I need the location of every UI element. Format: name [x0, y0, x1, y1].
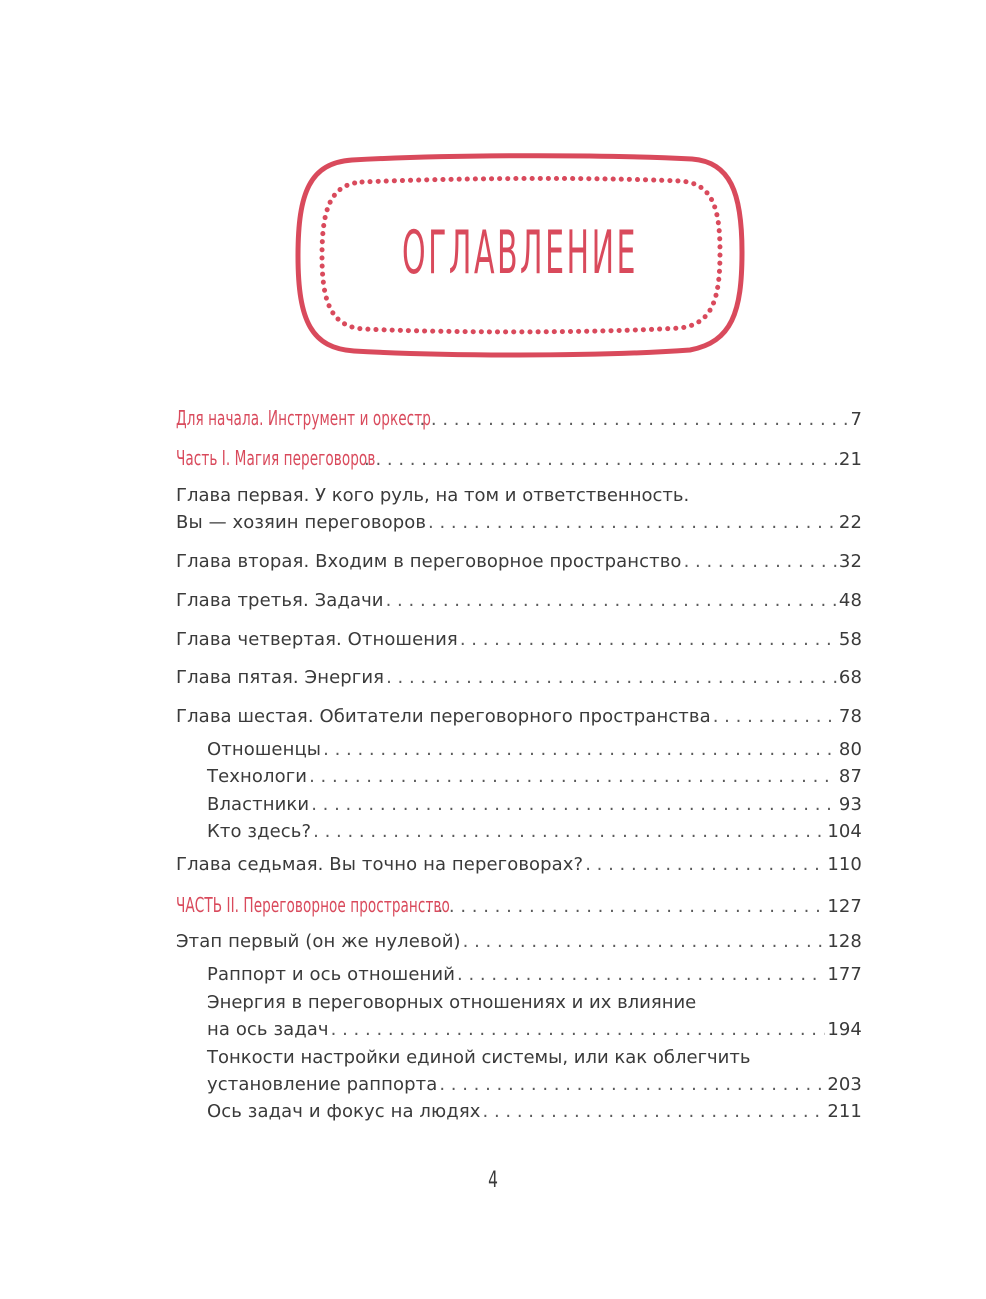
toc-entry-title: Кто здесь?	[207, 821, 312, 842]
toc-entry-stage-1[interactable]	[176, 931, 862, 961]
toc-entry-title: Технологи	[207, 766, 308, 787]
dot-leader	[439, 1074, 825, 1095]
toc-entry-page: 22	[838, 512, 862, 533]
toc-entry-page: 78	[838, 706, 862, 727]
toc-entry-section[interactable]	[207, 739, 862, 769]
toc-entry-part-1[interactable]	[176, 446, 862, 476]
toc-entry-title-line1: Энергия в переговорных отношениях и их влияние	[207, 992, 697, 1013]
dot-leader	[428, 512, 837, 533]
dot-leader	[457, 964, 825, 985]
dot-leader	[426, 896, 825, 917]
dot-leader	[331, 1019, 826, 1040]
toc-entry-title-line2: Вы — хозяин переговоров	[176, 512, 427, 533]
toc-entry-title: Этап первый (он же нулевой)	[176, 931, 461, 952]
toc-entry-page: 87	[838, 766, 862, 787]
toc-entry-page: 128	[827, 931, 862, 952]
toc-entry-page: 110	[827, 854, 862, 875]
toc-entry-page: 7	[850, 409, 862, 430]
dot-leader	[311, 794, 837, 815]
dot-leader	[364, 449, 837, 470]
toc-entry-title: Глава шестая. Обитатели переговорного пространства	[176, 706, 711, 727]
dot-leader	[713, 706, 837, 727]
toc-entry-title: ЧАСТЬ II. Переговорное пространство	[176, 893, 450, 917]
toc-entry-page: 48	[838, 590, 862, 611]
toc-entry-title: Глава четвертая. Отношения	[176, 629, 458, 650]
toc-entry-page: 127	[827, 896, 862, 917]
page-number: 4	[488, 1168, 498, 1193]
toc-entry-chapter-1[interactable]	[176, 485, 862, 545]
toc-entry-section[interactable]	[207, 821, 862, 851]
heading-badge	[292, 152, 748, 358]
toc-entry-page: 80	[838, 739, 862, 760]
toc-entry-title: Глава седьмая. Вы точно на переговорах?	[176, 854, 584, 875]
toc-entry-section[interactable]	[207, 964, 862, 994]
toc-entry-section[interactable]	[207, 992, 862, 1048]
toc-entry-title: Часть I. Магия переговоров	[176, 446, 376, 470]
toc-entry-title: Властники	[207, 794, 310, 815]
dot-leader	[684, 551, 837, 572]
toc-entry-chapter-6[interactable]	[176, 706, 862, 736]
dot-leader	[483, 1101, 826, 1122]
toc-entry-title-line1: Тонкости настройки единой системы, или как облегчить	[207, 1047, 751, 1068]
dot-leader	[309, 766, 837, 787]
toc-entry-page: 58	[838, 629, 862, 650]
page-title: ОГЛАВЛЕНИЕ	[401, 218, 639, 288]
dot-leader	[463, 931, 826, 952]
dot-leader	[460, 629, 837, 650]
toc-entry-section[interactable]	[207, 794, 862, 824]
toc-entry-page: 21	[838, 449, 862, 470]
toc-entry-title: Для начала. Инструмент и оркестр	[176, 406, 431, 430]
toc-entry-chapter-4[interactable]	[176, 629, 862, 659]
toc-entry-chapter-7[interactable]	[176, 854, 862, 884]
toc-entry-chapter-3[interactable]	[176, 590, 862, 620]
toc-entry-title-line2: установление раппорта	[207, 1074, 438, 1095]
toc-entry-section[interactable]	[207, 766, 862, 796]
toc-entry-title: Глава вторая. Входим в переговорное пространство	[176, 551, 682, 572]
toc-entry-title: Ось задач и фокус на людях	[207, 1101, 481, 1122]
toc-entry-title: Глава третья. Задачи	[176, 590, 384, 611]
dot-leader	[323, 739, 837, 760]
toc-entry-page: 104	[827, 821, 862, 842]
dot-leader	[386, 590, 837, 611]
dot-leader	[386, 667, 837, 688]
toc-entry-section[interactable]	[207, 1047, 862, 1103]
toc-entry-title-line2: на ось задач	[207, 1019, 329, 1040]
toc-entry-chapter-5[interactable]	[176, 667, 862, 697]
toc-entry-page: 32	[838, 551, 862, 572]
toc-entry-part-2[interactable]	[176, 893, 862, 923]
toc-entry-title: Глава пятая. Энергия	[176, 667, 385, 688]
dot-leader	[313, 821, 825, 842]
toc-entry-page: 93	[838, 794, 862, 815]
toc-entry-page: 68	[838, 667, 862, 688]
dot-leader	[585, 854, 825, 875]
toc-entry-page: 211	[827, 1101, 862, 1122]
dot-leader	[408, 409, 848, 430]
toc-entry-intro[interactable]	[176, 406, 862, 436]
toc-entry-chapter-2[interactable]	[176, 551, 862, 581]
toc-entry-page: 203	[827, 1074, 862, 1095]
toc-entry-title: Раппорт и ось отношений	[207, 964, 456, 985]
toc-entry-title: Отношенцы	[207, 739, 322, 760]
toc-entry-section[interactable]	[207, 1101, 862, 1131]
toc-entry-page: 194	[827, 1019, 862, 1040]
toc-entry-title-line1: Глава первая. У кого руль, на том и ответственность.	[176, 485, 690, 506]
toc-entry-page: 177	[827, 964, 862, 985]
